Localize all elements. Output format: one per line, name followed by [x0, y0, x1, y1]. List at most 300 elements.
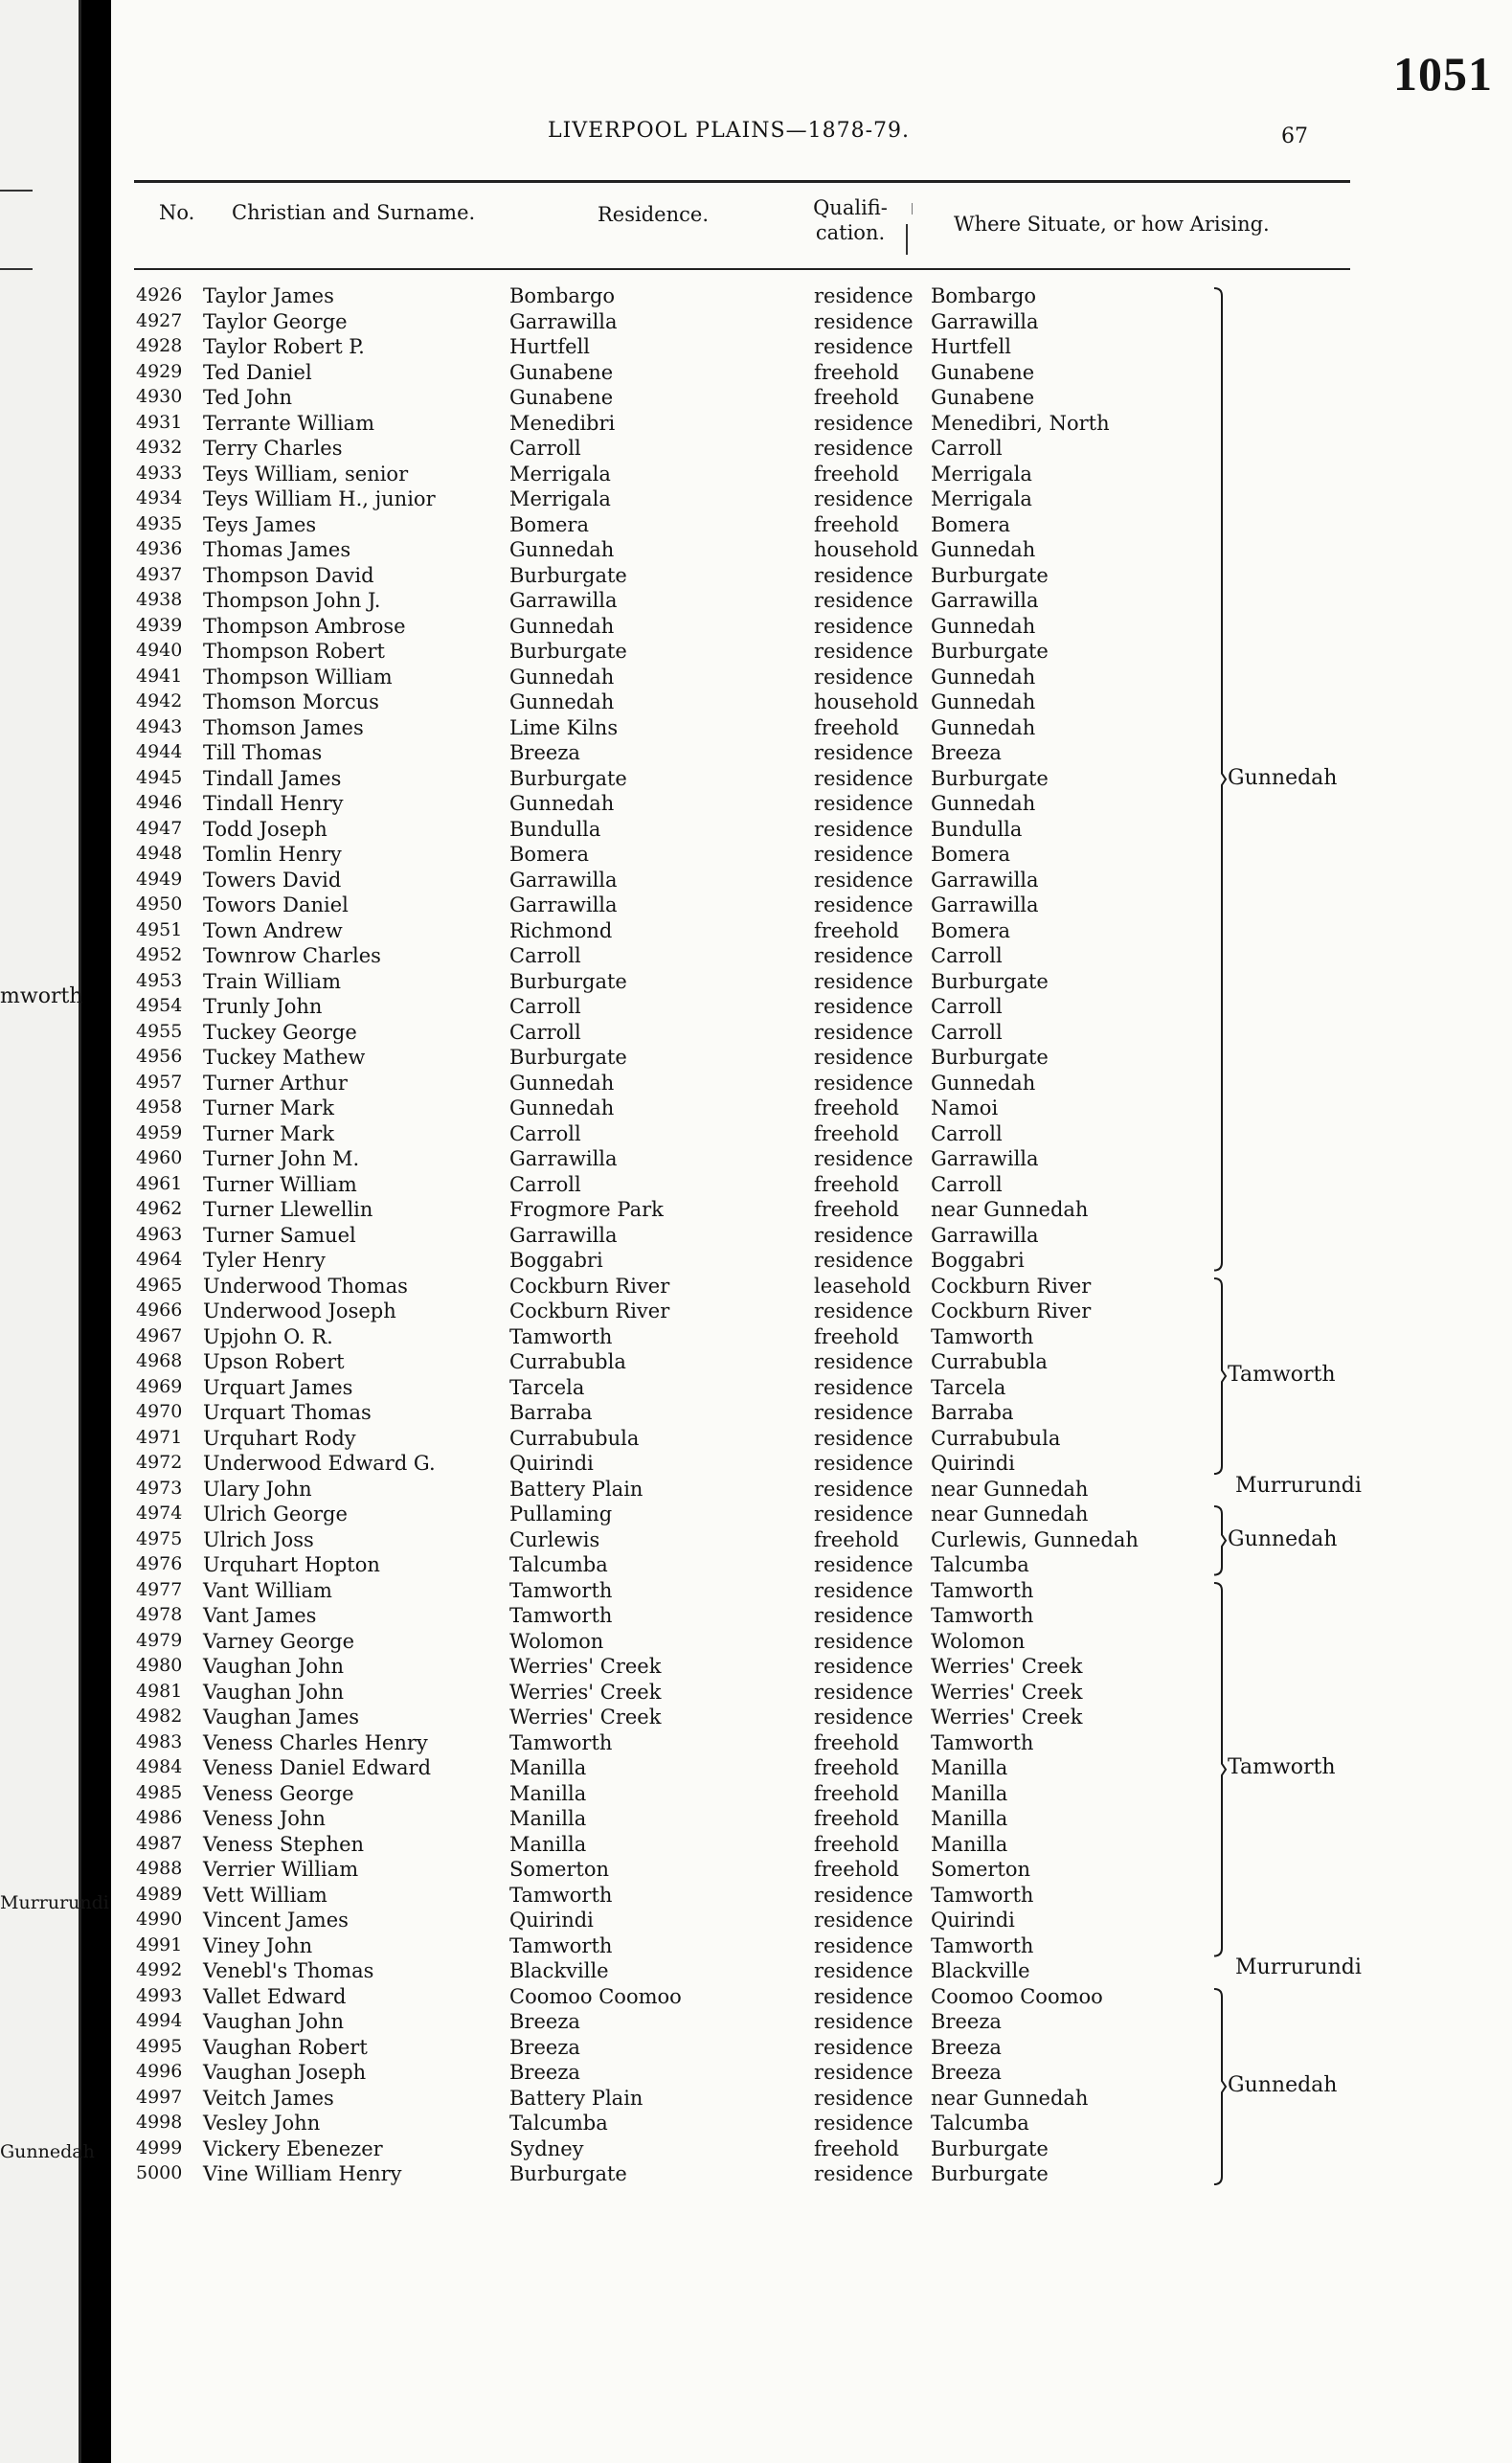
elector-name: Ted John — [203, 386, 293, 409]
elector-where-situate: Manilla — [931, 1756, 1008, 1779]
elector-where-situate: Talcumba — [931, 1553, 1029, 1576]
elector-name: Towers David — [203, 868, 342, 892]
elector-qualification: freehold — [814, 1730, 899, 1754]
elector-number: 4951 — [136, 918, 183, 940]
elector-residence: Cockburn River — [509, 1299, 670, 1322]
elector-residence: Currabubula — [509, 1426, 640, 1450]
elector-residence: Manilla — [509, 1756, 587, 1779]
elector-name: Thompson William — [203, 665, 393, 689]
elector-where-situate: Menedibri, North — [931, 411, 1110, 435]
elector-where-situate: Bomera — [931, 918, 1010, 942]
elector-row — [111, 1122, 1356, 1148]
elector-row — [111, 2112, 1356, 2137]
elector-where-situate: Gunnedah — [931, 614, 1036, 638]
elector-name: Tuckey George — [203, 1020, 357, 1044]
elector-qualification: residence — [814, 589, 914, 612]
elector-row — [111, 1731, 1356, 1757]
elector-number: 4931 — [136, 411, 183, 433]
elector-where-situate: Bomera — [931, 512, 1010, 536]
elector-where-situate: near Gunnedah — [931, 2086, 1089, 2110]
elector-where-situate: Merrigala — [931, 487, 1032, 510]
elector-qualification: freehold — [814, 512, 899, 536]
elector-number: 4961 — [136, 1172, 183, 1194]
elector-number: 4946 — [136, 792, 183, 813]
elector-row — [111, 1401, 1356, 1427]
elector-residence: Boggabri — [509, 1249, 603, 1272]
elector-qualification: residence — [814, 2086, 914, 2110]
elector-row — [111, 2162, 1356, 2188]
elector-where-situate: Carroll — [931, 1172, 1003, 1196]
elector-qualification: residence — [814, 843, 914, 866]
elector-row — [111, 843, 1356, 869]
elector-qualification: residence — [814, 1046, 914, 1069]
elector-name: Thomas James — [203, 538, 351, 561]
elector-residence: Tarcela — [509, 1375, 585, 1399]
elector-name: Thomson James — [203, 715, 364, 739]
elector-name: Veness Charles Henry — [203, 1730, 428, 1754]
elector-residence: Barraba — [509, 1401, 593, 1424]
elector-name: Urquart James — [203, 1375, 353, 1399]
elector-residence: Werries' Creek — [509, 1680, 662, 1704]
elector-qualification: residence — [814, 437, 914, 460]
elector-number: 4985 — [136, 1781, 183, 1803]
elector-number: 4934 — [136, 487, 183, 508]
elector-where-situate: Manilla — [931, 1781, 1008, 1805]
elector-row — [111, 767, 1356, 793]
elector-qualification: residence — [814, 1147, 914, 1170]
elector-qualification: residence — [814, 2035, 914, 2059]
elector-qualification: residence — [814, 2010, 914, 2033]
elector-row — [111, 893, 1356, 919]
elector-row — [111, 1579, 1356, 1605]
elector-name: Vincent James — [203, 1909, 349, 1932]
elector-number: 4965 — [136, 1274, 183, 1296]
elector-row — [111, 995, 1356, 1021]
elector-where-situate: Carroll — [931, 1121, 1003, 1145]
elector-row — [111, 1807, 1356, 1833]
elector-qualification: freehold — [814, 2136, 899, 2160]
elector-number: 4968 — [136, 1350, 183, 1371]
elector-name: Ulrich George — [203, 1503, 348, 1525]
elector-number: 4981 — [136, 1680, 183, 1702]
elector-name: Verrier William — [203, 1858, 359, 1881]
elector-qualification: residence — [814, 817, 914, 841]
elector-number: 4959 — [136, 1121, 183, 1143]
elector-residence: Gunabene — [509, 360, 614, 384]
elector-qualification: freehold — [814, 1781, 899, 1805]
elector-number: 4953 — [136, 969, 183, 991]
brace-icon — [1212, 284, 1226, 1275]
elector-name: Ulrich Joss — [203, 1527, 314, 1551]
elector-where-situate: Quirindi — [931, 1909, 1015, 1932]
elector-where-situate: Blackville — [931, 1959, 1030, 1982]
elector-qualification: household — [814, 690, 919, 713]
elector-residence: Tamworth — [509, 1578, 613, 1602]
elector-number: 4980 — [136, 1655, 183, 1676]
elector-where-situate: Cockburn River — [931, 1274, 1092, 1298]
elector-number: 4986 — [136, 1807, 183, 1828]
elector-name: Thompson David — [203, 563, 374, 587]
elector-name: Todd Joseph — [203, 817, 327, 841]
elector-residence: Garrawilla — [509, 1147, 618, 1170]
elector-where-situate: Carroll — [931, 437, 1003, 460]
elector-qualification: residence — [814, 1350, 914, 1373]
elector-name: Tyler Henry — [203, 1249, 326, 1272]
elector-number: 4940 — [136, 640, 183, 661]
elector-qualification: residence — [814, 284, 914, 307]
elector-name: Urquhart Rody — [203, 1426, 356, 1450]
elector-residence: Garrawilla — [509, 1223, 618, 1247]
elector-name: Veness Stephen — [203, 1832, 365, 1856]
elector-residence: Quirindi — [509, 1452, 594, 1475]
elector-name: Vickery Ebenezer — [203, 2136, 383, 2160]
elector-where-situate: Tamworth — [931, 1604, 1034, 1627]
elector-row — [111, 1427, 1356, 1453]
elector-where-situate: Gunabene — [931, 360, 1035, 384]
elector-number: 4933 — [136, 462, 183, 484]
elector-row — [111, 437, 1356, 463]
brace-icon — [1212, 1579, 1226, 1960]
elector-row — [111, 1706, 1356, 1731]
elector-name: Veness George — [203, 1781, 354, 1805]
elector-number: 4971 — [136, 1426, 183, 1448]
elector-name: Thompson Robert — [203, 640, 385, 663]
elector-name: Veness Daniel Edward — [203, 1756, 432, 1779]
elector-number: 4999 — [136, 2136, 183, 2158]
elector-name: Viney John — [203, 1933, 313, 1957]
elector-number: 4990 — [136, 1909, 183, 1930]
elector-where-situate: near Gunnedah — [931, 1198, 1089, 1221]
elector-row — [111, 741, 1356, 767]
elector-residence: Werries' Creek — [509, 1706, 662, 1729]
elector-row — [111, 487, 1356, 513]
elector-row — [111, 2010, 1356, 2036]
elector-where-situate: Wolomon — [931, 1629, 1026, 1653]
elector-number: 4967 — [136, 1324, 183, 1346]
elector-qualification: residence — [814, 1071, 914, 1095]
elector-residence: Bomera — [509, 512, 589, 536]
elector-where-situate: Gunabene — [931, 386, 1035, 409]
elector-row — [111, 1985, 1356, 2011]
elector-where-situate: Burburgate — [931, 2162, 1049, 2185]
elector-row — [111, 538, 1356, 564]
facing-page-fragment: mworth — [0, 984, 83, 1008]
elector-row — [111, 1147, 1356, 1173]
elector-residence: Carroll — [509, 995, 581, 1018]
elector-row — [111, 1072, 1356, 1097]
elector-where-situate: Bombargo — [931, 284, 1037, 307]
elector-row — [111, 2036, 1356, 2062]
elector-residence: Wolomon — [509, 1629, 604, 1653]
elector-residence: Bombargo — [509, 284, 616, 307]
elector-qualification: residence — [814, 1959, 914, 1982]
elector-number: 4966 — [136, 1299, 183, 1321]
elector-row — [111, 1198, 1356, 1224]
elector-residence: Gunnedah — [509, 690, 615, 713]
column-divider — [912, 203, 913, 215]
elector-row — [111, 463, 1356, 488]
elector-qualification: residence — [814, 487, 914, 510]
elector-number: 4996 — [136, 2061, 183, 2082]
elector-residence: Burburgate — [509, 1046, 627, 1069]
elector-qualification: freehold — [814, 1527, 899, 1551]
elector-name: Thompson Ambrose — [203, 614, 406, 638]
elector-qualification: residence — [814, 1401, 914, 1424]
elector-name: Vaughan Joseph — [203, 2061, 367, 2084]
elector-row — [111, 615, 1356, 641]
elector-residence: Richmond — [509, 918, 613, 942]
elector-number: 4994 — [136, 2010, 183, 2031]
elector-name: Tindall Henry — [203, 792, 344, 815]
elector-list — [111, 284, 1356, 2188]
elector-qualification: household — [814, 538, 919, 561]
elector-number: 5000 — [136, 2162, 183, 2183]
elector-where-situate: Werries' Creek — [931, 1680, 1083, 1704]
elector-qualification: freehold — [814, 462, 899, 486]
elector-qualification: residence — [814, 1249, 914, 1272]
elector-residence: Coomoo Coomoo — [509, 1984, 682, 2008]
elector-residence: Burburgate — [509, 563, 627, 587]
elector-number: 4926 — [136, 284, 183, 305]
elector-number: 4936 — [136, 538, 183, 559]
elector-where-situate: Burburgate — [931, 563, 1049, 587]
elector-where-situate: Merrigala — [931, 462, 1032, 486]
elector-qualification: residence — [814, 1604, 914, 1627]
elector-row — [111, 1350, 1356, 1376]
elector-name: Varney George — [203, 1629, 355, 1653]
elector-row — [111, 589, 1356, 615]
elector-qualification: residence — [814, 1553, 914, 1576]
brace-icon — [1212, 1503, 1226, 1579]
elector-qualification: freehold — [814, 715, 899, 739]
elector-where-situate: Carroll — [931, 944, 1003, 967]
elector-row — [111, 792, 1356, 818]
elector-number: 4997 — [136, 2086, 183, 2108]
elector-name: Turner Arthur — [203, 1071, 348, 1095]
elector-number: 4976 — [136, 1553, 183, 1574]
elector-residence: Manilla — [509, 1807, 587, 1830]
elector-residence: Breeza — [509, 2010, 580, 2033]
elector-row — [111, 1756, 1356, 1782]
elector-residence: Lime Kilns — [509, 715, 619, 739]
elector-qualification: residence — [814, 1426, 914, 1450]
elector-number: 4992 — [136, 1959, 183, 1980]
elector-where-situate: Werries' Creek — [931, 1706, 1083, 1729]
elector-qualification: residence — [814, 1883, 914, 1907]
elector-where-situate: Quirindi — [931, 1452, 1015, 1475]
elector-residence: Gunnedah — [509, 665, 615, 689]
brace-icon — [1212, 1275, 1226, 1478]
elector-residence: Somerton — [509, 1858, 610, 1881]
elector-name: Vine William Henry — [203, 2162, 402, 2185]
elector-number: 4983 — [136, 1730, 183, 1752]
elector-where-situate: Burburgate — [931, 640, 1049, 663]
elector-where-situate: Breeza — [931, 2035, 1002, 2059]
elector-residence: Manilla — [509, 1781, 587, 1805]
elector-where-situate: Gunnedah — [931, 715, 1036, 739]
elector-residence: Burburgate — [509, 2162, 627, 2185]
elector-name: Teys William H., junior — [203, 487, 436, 510]
elector-residence: Burburgate — [509, 969, 627, 993]
elector-qualification: residence — [814, 995, 914, 1018]
elector-qualification: residence — [814, 1984, 914, 2008]
elector-name: Turner William — [203, 1172, 357, 1196]
elector-qualification: residence — [814, 1452, 914, 1475]
elector-residence: Currabubla — [509, 1350, 626, 1373]
elector-where-situate: Gunnedah — [931, 665, 1036, 689]
elector-name: Teys James — [203, 512, 317, 536]
elector-number: 4993 — [136, 1984, 183, 2006]
elector-name: Vallet Edward — [203, 1984, 347, 2008]
elector-where-situate: Garrawilla — [931, 893, 1039, 916]
elector-row — [111, 386, 1356, 412]
elector-number: 4957 — [136, 1071, 183, 1093]
elector-name: Vaughan James — [203, 1706, 360, 1729]
elector-number: 4930 — [136, 386, 183, 407]
page-number: 67 — [1281, 124, 1308, 148]
elector-qualification: leasehold — [814, 1274, 912, 1298]
elector-number: 4937 — [136, 563, 183, 585]
elector-where-situate: Tamworth — [931, 1730, 1034, 1754]
elector-where-situate: near Gunnedah — [931, 1477, 1089, 1501]
elector-name: Turner Llewellin — [203, 1198, 373, 1221]
elector-row — [111, 1275, 1356, 1300]
elector-where-situate: Burburgate — [931, 2136, 1049, 2160]
elector-number: 4945 — [136, 766, 183, 788]
elector-residence: Gunabene — [509, 386, 614, 409]
elector-qualification: freehold — [814, 360, 899, 384]
elector-name: Terrante William — [203, 411, 374, 435]
facing-page-rule — [0, 268, 33, 270]
elector-row — [111, 2061, 1356, 2087]
elector-row — [111, 564, 1356, 590]
elector-row — [111, 666, 1356, 691]
elector-number: 4941 — [136, 665, 183, 687]
facing-page-fragment: Murrurundi — [0, 1892, 109, 1913]
elector-where-situate: Cockburn River — [931, 1299, 1092, 1322]
elector-name: Underwood Thomas — [203, 1274, 408, 1298]
elector-row — [111, 690, 1356, 716]
elector-name: Ted Daniel — [203, 360, 312, 384]
elector-name: Urquart Thomas — [203, 1401, 372, 1424]
elector-residence: Tamworth — [509, 1883, 613, 1907]
elector-residence: Carroll — [509, 944, 581, 967]
elector-row — [111, 1299, 1356, 1325]
elector-row — [111, 335, 1356, 361]
elector-where-situate: Tamworth — [931, 1883, 1034, 1907]
elector-where-situate: Breeza — [931, 2010, 1002, 2033]
elector-number: 4950 — [136, 893, 183, 915]
elector-qualification: residence — [814, 335, 914, 358]
elector-number: 4991 — [136, 1933, 183, 1955]
elector-name: Tuckey Mathew — [203, 1046, 366, 1069]
elector-qualification: residence — [814, 1375, 914, 1399]
elector-number: 4952 — [136, 944, 183, 965]
elector-number: 4975 — [136, 1527, 183, 1549]
elector-name: Veness John — [203, 1807, 326, 1830]
folio-number: 1051 — [1393, 47, 1493, 101]
elector-name: Turner Mark — [203, 1121, 335, 1145]
elector-number: 4958 — [136, 1096, 183, 1118]
elector-where-situate: Curlewis, Gunnedah — [931, 1527, 1139, 1551]
elector-number: 4942 — [136, 690, 183, 712]
elector-where-situate: Gunnedah — [931, 690, 1036, 713]
elector-qualification: residence — [814, 1933, 914, 1957]
elector-residence: Burburgate — [509, 766, 627, 790]
elector-qualification: residence — [814, 640, 914, 663]
elector-row — [111, 1478, 1356, 1503]
elector-number: 4972 — [136, 1452, 183, 1473]
elector-residence: Breeza — [509, 741, 580, 764]
district-label: Tamworth — [1228, 1755, 1336, 1780]
elector-qualification: residence — [814, 1629, 914, 1653]
elector-name: Turner John M. — [203, 1147, 360, 1170]
elector-number: 4982 — [136, 1706, 183, 1727]
elector-name: Veitch James — [203, 2086, 334, 2110]
elector-residence: Frogmore Park — [509, 1198, 664, 1221]
elector-number: 4955 — [136, 1020, 183, 1042]
elector-where-situate: Gunnedah — [931, 792, 1036, 815]
column-divider — [906, 224, 908, 255]
elector-residence: Bomera — [509, 843, 589, 866]
elector-residence: Talcumba — [509, 1553, 608, 1576]
district-label: Gunnedah — [1228, 2072, 1338, 2097]
elector-residence: Curlewis — [509, 1527, 600, 1551]
elector-number: 4998 — [136, 2112, 183, 2133]
elector-where-situate: Breeza — [931, 2061, 1002, 2084]
elector-qualification: residence — [814, 969, 914, 993]
elector-name: Vaughan John — [203, 1680, 345, 1704]
elector-qualification: residence — [814, 1706, 914, 1729]
elector-name: Tomlin Henry — [203, 843, 342, 866]
elector-where-situate: Bundulla — [931, 817, 1023, 841]
elector-name: Trunly John — [203, 995, 323, 1018]
elector-where-situate: Somerton — [931, 1858, 1031, 1881]
elector-residence: Sydney — [509, 2136, 584, 2160]
elector-number: 4995 — [136, 2035, 183, 2057]
elector-name: Townrow Charles — [203, 944, 381, 967]
elector-where-situate: Garrawilla — [931, 1223, 1039, 1247]
elector-qualification: residence — [814, 1680, 914, 1704]
elector-qualification: residence — [814, 741, 914, 764]
elector-where-situate: Coomoo Coomoo — [931, 1984, 1103, 2008]
elector-number: 4935 — [136, 512, 183, 534]
elector-qualification: residence — [814, 2162, 914, 2185]
elector-where-situate: Carroll — [931, 1020, 1003, 1044]
elector-residence: Tamworth — [509, 1604, 613, 1627]
elector-residence: Garrawilla — [509, 893, 618, 916]
elector-row — [111, 1553, 1356, 1579]
column-header-name: Christian and Surname. — [232, 201, 476, 224]
elector-row — [111, 361, 1356, 387]
elector-row — [111, 1655, 1356, 1681]
elector-qualification: residence — [814, 411, 914, 435]
elector-row — [111, 1249, 1356, 1275]
elector-name: Terry Charles — [203, 437, 343, 460]
elector-number: 4973 — [136, 1477, 183, 1499]
elector-residence: Garrawilla — [509, 589, 618, 612]
elector-row — [111, 1909, 1356, 1934]
elector-row — [111, 640, 1356, 666]
elector-number: 4977 — [136, 1578, 183, 1600]
elector-where-situate: Garrawilla — [931, 1147, 1039, 1170]
elector-name: Till Thomas — [203, 741, 323, 764]
elector-qualification: residence — [814, 868, 914, 892]
elector-name: Ulary John — [203, 1477, 312, 1501]
elector-row — [111, 1046, 1356, 1072]
elector-name: Taylor George — [203, 309, 348, 333]
elector-residence: Carroll — [509, 1121, 581, 1145]
